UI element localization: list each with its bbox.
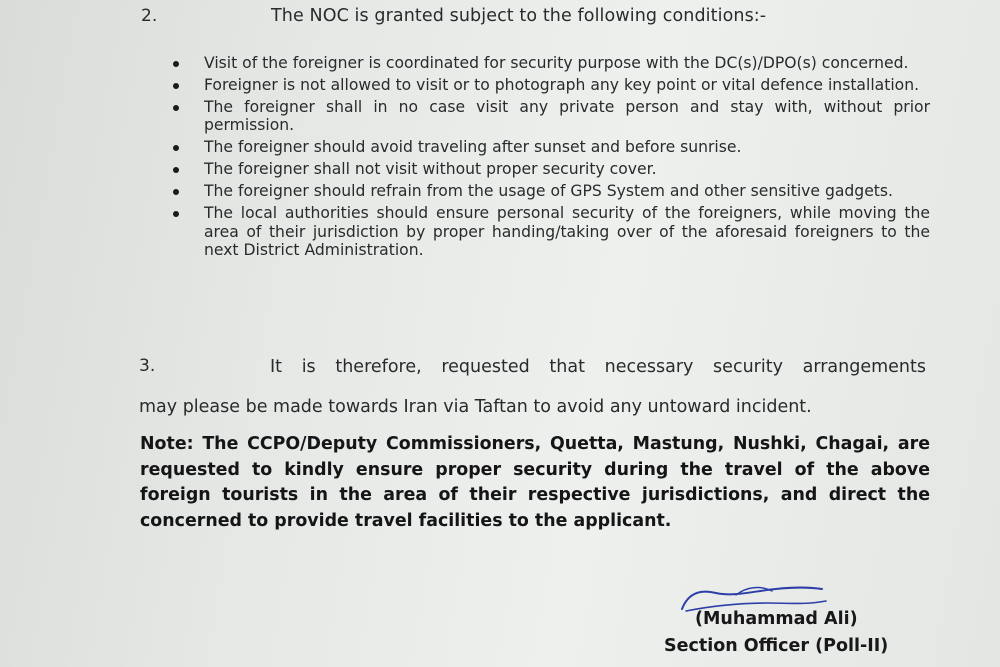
paragraph-3-number: 3.	[139, 356, 156, 376]
condition-item: Foreigner is not allowed to visit or to photograph any key point or vital defence installation.	[170, 76, 930, 94]
signatory-designation: Section Officer (Poll-II)	[664, 636, 889, 656]
condition-item: Visit of the foreigner is coordinated for security purpose with the DC(s)/DPO(s) concerned.	[170, 54, 930, 72]
condition-item: The foreigner shall in no case visit any private person and stay with, without prior permission.	[170, 98, 930, 135]
bullet-dot	[173, 61, 179, 67]
bullet-dot	[173, 167, 179, 173]
paragraph-3-line-2: may please be made towards Iran via Taftan to avoid any untoward incident.	[139, 397, 812, 417]
note-paragraph: Note: The CCPO/Deputy Commissioners, Quetta, Mastung, Nushki, Chagai, are requested to kindly ensure proper security during the travel of the above foreign tourists in the area of their respective jurisdictions, and direct the concerned to provide travel facilities to the applicant.	[140, 434, 930, 531]
paragraph-2-heading: The NOC is granted subject to the following conditions:-	[271, 6, 767, 26]
bullet-dot	[173, 83, 179, 89]
bullet-dot	[173, 145, 179, 151]
paragraph-2-number: 2.	[141, 6, 158, 26]
condition-item: The foreigner shall not visit without proper security cover.	[170, 160, 930, 178]
bullet-dot	[173, 105, 179, 111]
condition-item: The foreigner should avoid traveling after sunset and before sunrise.	[170, 138, 930, 156]
bullet-dot	[173, 189, 179, 195]
conditions-list	[170, 54, 930, 263]
paragraph-3-line-1: It is therefore, requested that necessary security arrangements	[270, 357, 926, 377]
signatory-name: (Muhammad Ali)	[695, 609, 858, 629]
bullet-dot	[173, 211, 179, 217]
condition-item: The local authorities should ensure personal security of the foreigners, while moving the area of their jurisdiction by proper handing/taking over of the aforesaid foreigners to the next District Administration.	[170, 204, 930, 259]
condition-item: The foreigner should refrain from the usage of GPS System and other sensitive gadgets.	[170, 182, 930, 200]
